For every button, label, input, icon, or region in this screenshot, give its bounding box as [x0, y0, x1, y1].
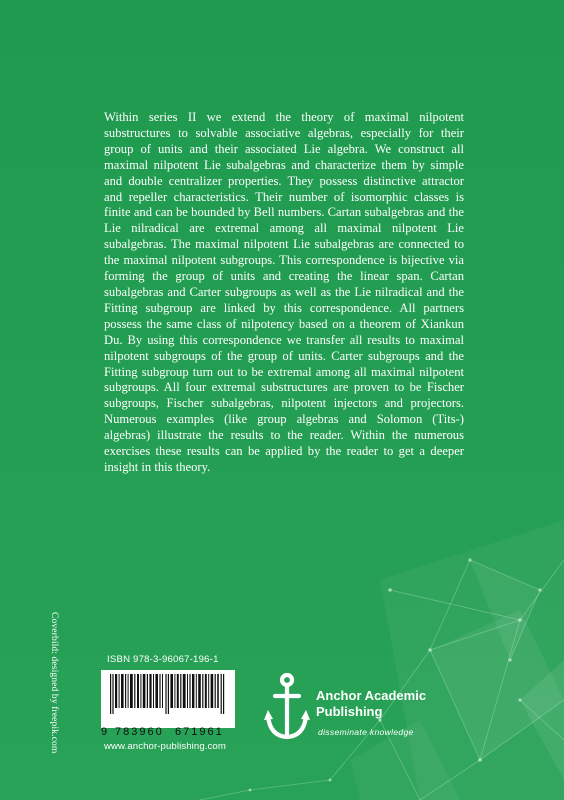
- barcode-bars: [106, 674, 230, 714]
- publisher-tagline: disseminate knowledge: [318, 727, 414, 737]
- publisher-line-2: Publishing: [316, 704, 383, 719]
- barcode-block: [101, 654, 241, 754]
- barcode: [101, 670, 235, 738]
- ean-group-1: 783960: [115, 726, 164, 738]
- publisher-name: [316, 688, 426, 720]
- ean-first-digit: 9: [101, 726, 108, 738]
- cover-credit-text: Coverbild: designed by freepik.com: [49, 612, 60, 754]
- ean-group-2: 671961: [175, 726, 224, 738]
- isbn-text: ISBN 978-3-96067-196-1: [107, 654, 219, 665]
- blurb-text: Within series II we extend the theory of maximal nilpotent substructures to solvable associative algebras, especially for their group of units and their associated Lie algebra. We construct all maximal nilpotent Lie subalgebras and characterize them by simple and double centralizer properties. They possess distinctive attractor and repeller characteristics. Their number of isomorphic classes is finite and can be bounded by Bell numbers. Cartan subalgebras and the Lie nilradical are extremal among all maximal nilpotent Lie subalgebras. The maximal nilpotent Lie subalgebras are connected to the maximal nilpotent subgroups. This correspondence is bijective via forming the group of units and creating the linear span. Cartan subalgebras and Carter subgroups as well as the Lie nilradical and the Fitting subgroup are linked by this correspondence. All partners possess the same class of nilpotency based on a theorem of Xiankun Du. By using this correspondence we transfer all results to maximal nilpotent subgroups of the group of units. Carter subgroups and the Fitting subgroup turn out to be extremal among all maximal nilpotent subgroups. All four extremal substructures are proven to be Fischer subgroups, Fischer subalgebras, nilpotent injectors and projectors. Numerous examples (like group algebras and Solomon (Tits-) algebras) illustrate the results to the reader. Within the numerous exercises these results can be applied by the reader to get a deeper insight in this theory.: [104, 110, 464, 474]
- website-link[interactable]: www.anchor-publishing.com: [104, 741, 226, 752]
- publisher-line-1: Anchor Academic: [316, 688, 427, 703]
- cover-credit: [46, 612, 60, 772]
- barcode-digits: [101, 726, 235, 742]
- anchor-icon: [264, 672, 310, 744]
